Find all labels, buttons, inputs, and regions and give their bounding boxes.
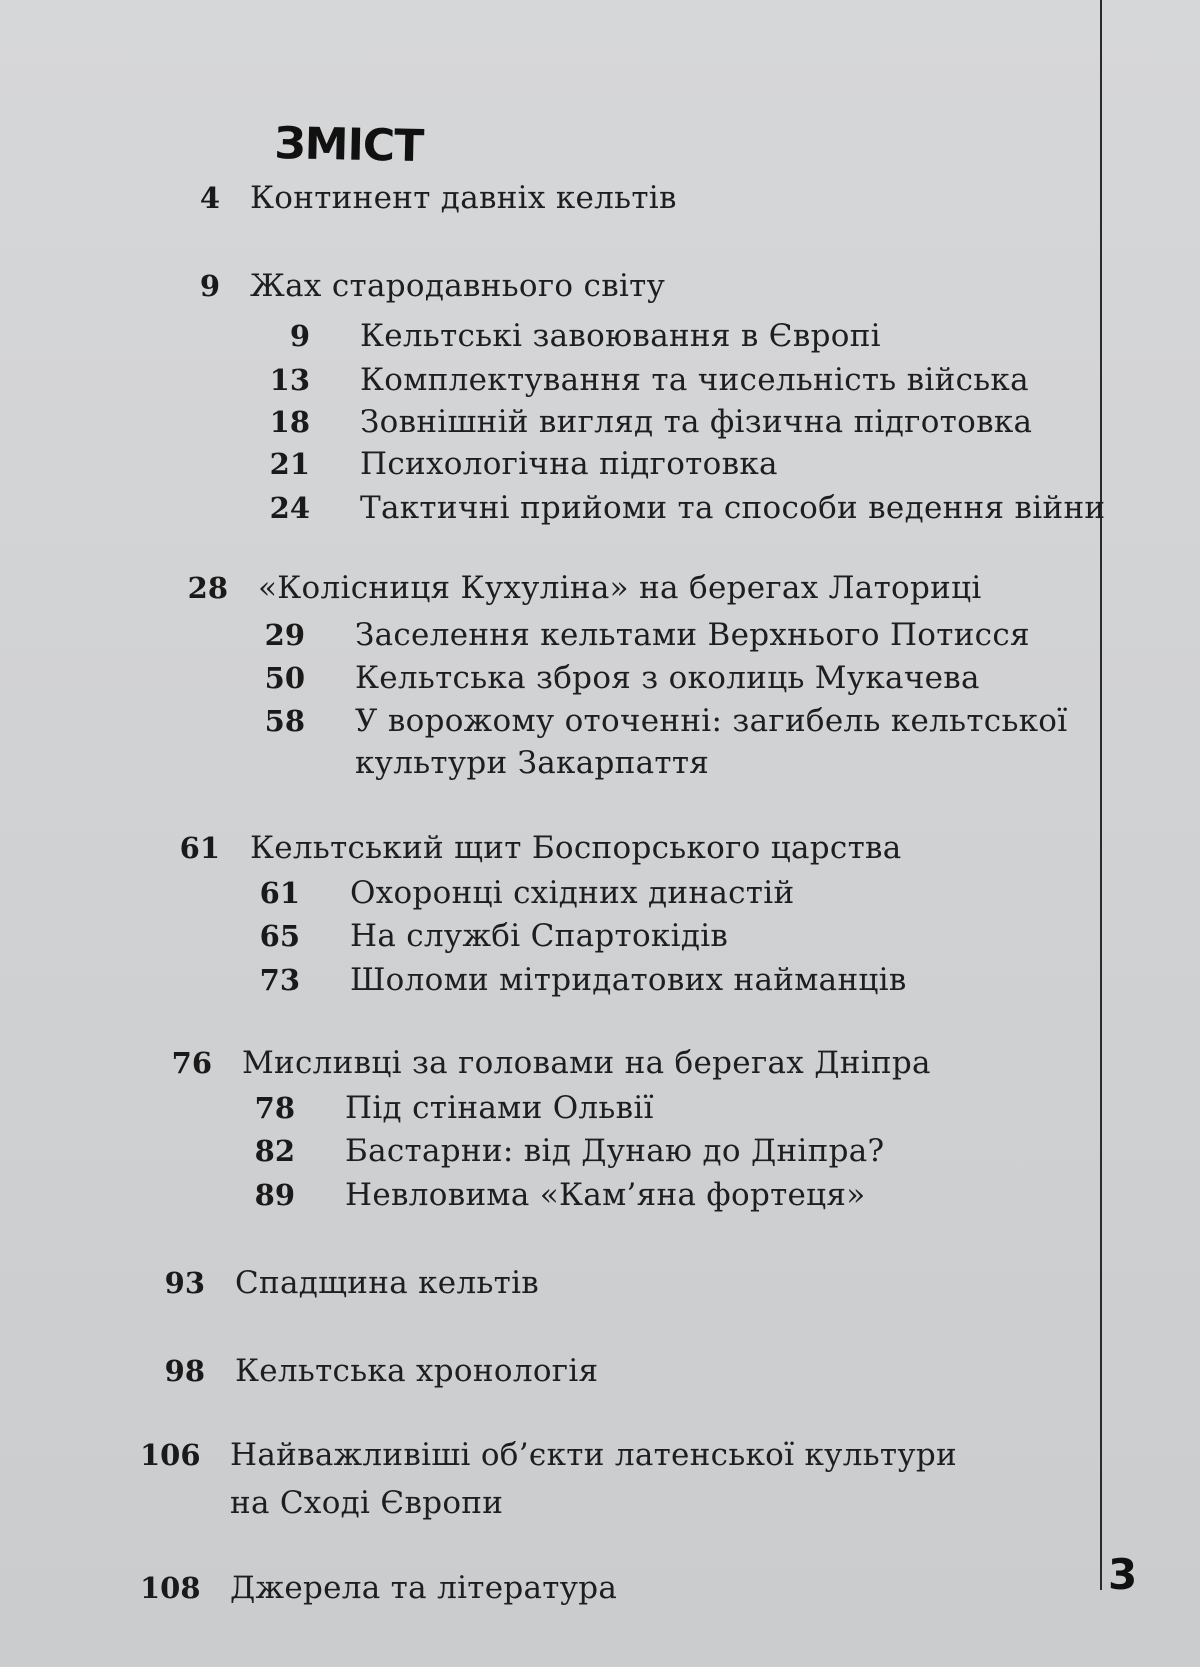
toc-page-number: 108 — [140, 1571, 201, 1605]
toc-page-number: 18 — [269, 405, 310, 439]
toc-entry-title: Кельтська хронологія — [235, 1353, 599, 1389]
toc-subentry — [255, 490, 1105, 530]
toc-subentry — [250, 703, 1067, 743]
toc-entry — [160, 830, 902, 870]
toc-entry-title: Кельтські завоювання в Європі — [360, 318, 881, 354]
toc-page-number: 82 — [254, 1134, 295, 1168]
toc-entry-title: Кельтський щит Боспорського царства — [250, 830, 902, 866]
toc-page-number: 21 — [269, 447, 310, 481]
toc-entry-title: Бастарни: від Дунаю до Дніпра? — [345, 1133, 885, 1169]
toc-page-number: 58 — [264, 704, 305, 738]
toc-entry — [160, 268, 665, 308]
toc-entry-title: Психологічна підготовка — [360, 446, 778, 482]
page-title: ЗМІСТ — [273, 118, 424, 173]
toc-page-number: 9 — [289, 319, 310, 353]
toc-entry-title: Найважливіші об’єкти латенської культури — [230, 1437, 957, 1473]
toc-subentry — [250, 617, 1030, 657]
toc-subentry — [255, 404, 1032, 444]
toc-entry-title: Під стінами Ольвії — [345, 1090, 654, 1126]
toc-entry-title: Невловима «Кам’яна фортеця» — [345, 1177, 866, 1213]
toc-page-number: 28 — [187, 571, 228, 605]
toc-entry-title: Джерела та література — [230, 1570, 618, 1606]
toc-page-number: 93 — [164, 1266, 205, 1300]
toc-page-number: 78 — [254, 1091, 295, 1125]
toc-entry-title: Континент давніх кельтів — [250, 180, 677, 216]
toc-subentry-continuation — [250, 745, 709, 785]
toc-subentry — [255, 362, 1029, 402]
toc-page-number: 89 — [254, 1178, 295, 1212]
toc-page-number: 106 — [140, 1438, 201, 1472]
toc-entry-title: Жах стародавнього світу — [250, 268, 666, 304]
toc-entry-continuation — [140, 1485, 503, 1525]
page-number: 3 — [1108, 1550, 1138, 1599]
toc-subentry — [240, 1090, 654, 1130]
toc-entry-title: Охоронці східних династій — [350, 875, 795, 911]
toc-entry-title: Мисливці за головами на берегах Дніпра — [242, 1045, 931, 1081]
toc-entry — [168, 570, 982, 610]
toc-subentry — [245, 875, 794, 915]
toc-entry-title: Спадщина кельтів — [235, 1265, 540, 1301]
toc-entry-title: У ворожому оточенні: загибель кельтської — [355, 703, 1068, 739]
toc-page-number: 24 — [269, 491, 310, 525]
toc-entry — [160, 180, 677, 220]
toc-subentry — [240, 1177, 866, 1217]
toc-subentry — [245, 918, 728, 958]
toc-subentry — [255, 318, 881, 358]
toc-entry — [152, 1045, 931, 1085]
toc-page-number: 61 — [259, 876, 300, 910]
toc-page-number: 4 — [199, 181, 220, 215]
toc-entry-title: культури Закарпаття — [355, 745, 710, 781]
toc-entry — [145, 1265, 539, 1305]
toc-entry-title: На службі Спартокідів — [350, 918, 729, 954]
toc-subentry — [245, 962, 907, 1002]
toc-entry — [145, 1353, 598, 1393]
toc-entry-title: «Колісниця Кухуліна» на берегах Латориці — [258, 570, 982, 606]
toc-page-number: 76 — [171, 1046, 212, 1080]
toc-page-number: 61 — [179, 831, 220, 865]
toc-page-number: 9 — [199, 269, 220, 303]
toc-subentry — [250, 660, 980, 700]
toc-entry-title: Заселення кельтами Верхнього Потисся — [355, 617, 1030, 653]
toc-page-number: 73 — [259, 963, 300, 997]
toc-page-number: 29 — [264, 618, 305, 652]
toc-entry-title: Шоломи мітридатових найманців — [350, 962, 907, 998]
toc-subentry — [240, 1133, 884, 1173]
toc-entry-title: Зовнішній вигляд та фізична підготовка — [360, 404, 1033, 440]
toc-entry-title: Кельтська зброя з околиць Мукачева — [355, 660, 980, 696]
toc-entry-title: на Сході Європи — [230, 1485, 504, 1521]
toc-entry-title: Комплектування та чисельність війська — [360, 362, 1029, 398]
toc-entry-title: Тактичні прийоми та способи ведення війни — [360, 490, 1106, 526]
toc-page-number: 65 — [259, 919, 300, 953]
toc-page-number: 50 — [264, 661, 305, 695]
toc-page-number: 13 — [269, 363, 310, 397]
toc-entry — [140, 1437, 957, 1477]
toc-subentry — [255, 446, 778, 486]
toc-entry — [140, 1570, 617, 1610]
toc-page-number: 98 — [164, 1354, 205, 1388]
